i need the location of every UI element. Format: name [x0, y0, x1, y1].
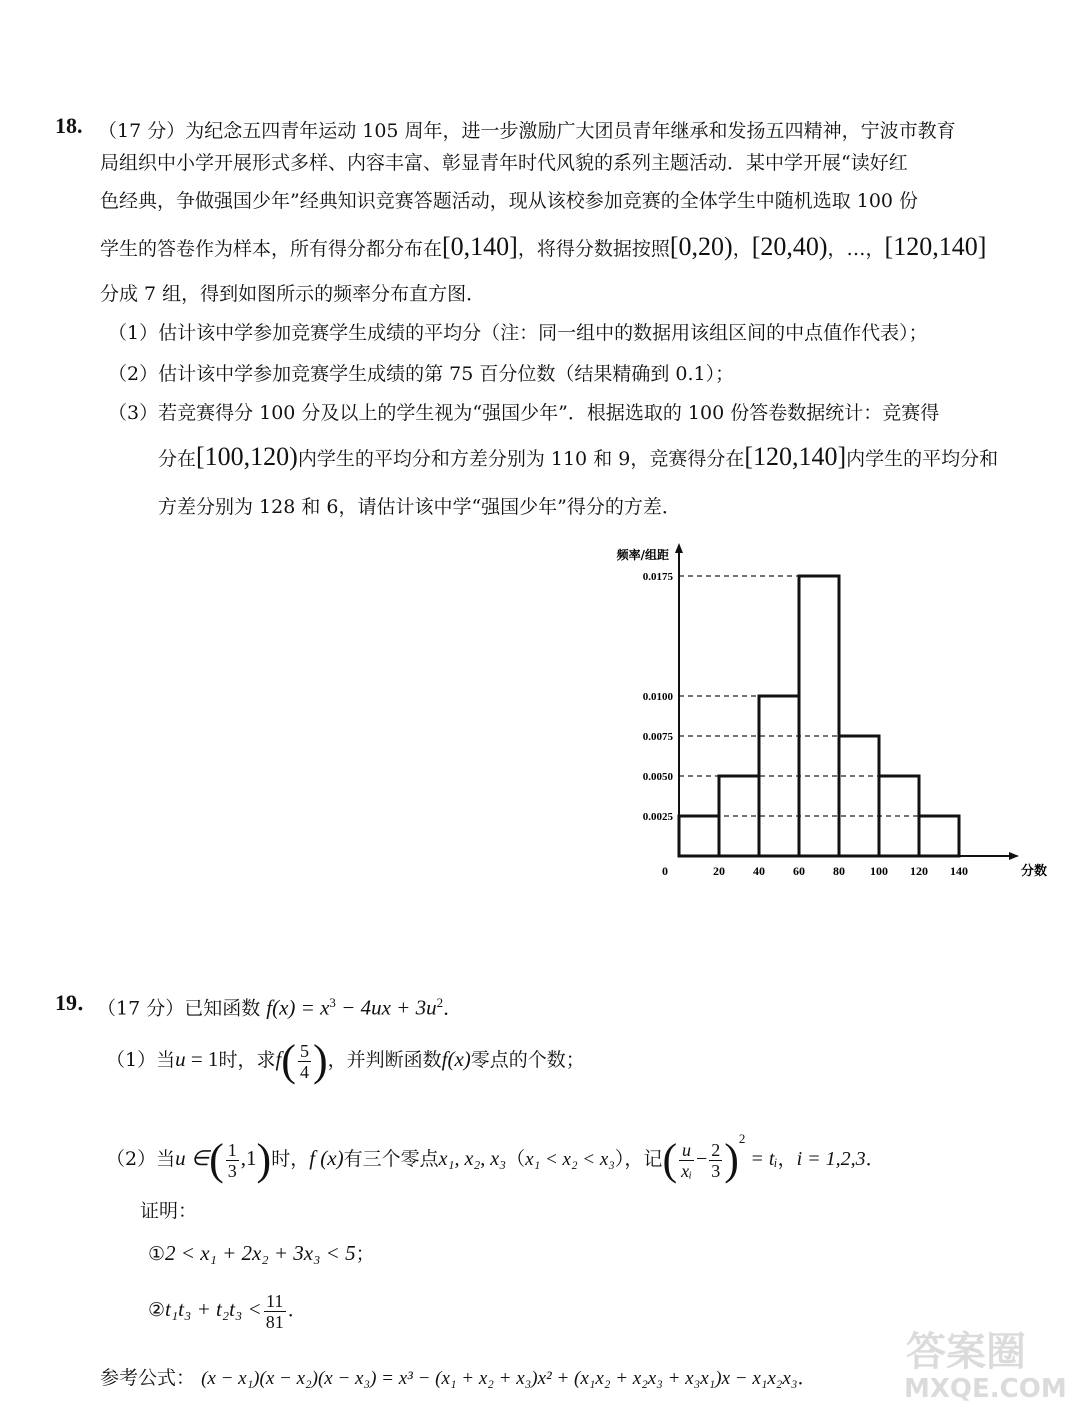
x-axis-arrow: [1009, 852, 1019, 860]
x-tick-label: 20: [713, 864, 725, 878]
histogram-bar: [679, 816, 719, 856]
q19-part-1: （1）当u = 1时，求f( $\frac{5}{4}$ )，并判断函数f(x)零点的个数；: [106, 1036, 585, 1085]
fraction: $\frac{1}{3}$: [227, 1139, 237, 1181]
y-tick-label: 0.0175: [642, 571, 673, 583]
q18-line-1: （17 分）为纪念五四青年运动 105 周年，进一步激励广大团员青年继承和发扬五四精神，宁波市教育: [98, 120, 956, 142]
reference-formula: 参考公式： (x − x₁)(x − x₂)(x − x₃) = x³ − (x₁ + x₂ + x₃)x² + (x₁x₂ + x₂x₃ + x₃x₁)x − x₁x₂x₃．: [100, 1367, 817, 1389]
frequency-histogram: [600, 535, 1060, 895]
x-tick-label: 40: [753, 864, 765, 878]
fraction: $\frac{2}{3}$: [711, 1139, 721, 1181]
interval: [120,140]: [884, 232, 987, 261]
q18-part-3-line-2: 分在[100,120)内学生的平均分和方差分别为 110 和 9，竞赛得分在[120,140]内学生的平均分和: [158, 442, 999, 471]
interval: [100,120): [196, 442, 298, 471]
interval: [0,20): [669, 232, 733, 261]
q18-part-2: （2）估计该中学参加竞赛学生成绩的第 75 百分位数（结果精确到 0.1）；: [108, 363, 735, 385]
interval: [120,140]: [744, 442, 847, 471]
q18-line-5: 分成 7 组，得到如图所示的频率分布直方图．: [100, 283, 486, 305]
q18-part-3-line-3: 方差分别为 128 和 6，请估计该中学“强国少年”得分的方差．: [158, 496, 681, 518]
question-number: 18.: [55, 113, 83, 138]
interval: [20,40): [751, 232, 828, 261]
x-tick-label: 0: [662, 864, 668, 878]
y-axis-label: 频率/组距: [616, 548, 669, 562]
x-tick-label: 60: [793, 864, 805, 878]
y-tick-label: 0.0025: [642, 811, 673, 823]
watermark: [900, 1318, 1070, 1406]
x-tick-label: 100: [870, 864, 888, 878]
interval: [0,140]: [442, 232, 518, 261]
claim-1: ①2 < x₁ + 2x₂ + 3x₃ < 5；: [148, 1241, 375, 1265]
fraction: $\frac{u}{\text{xᵢ}}$: [681, 1139, 692, 1181]
fraction: $\frac{5}{4}$: [299, 1040, 309, 1082]
x-tick-label: 80: [833, 864, 845, 878]
q18-line-3: 色经典，争做强国少年”经典知识竞赛答题活动，现从该校参加竞赛的全体学生中随机选取 100 份: [100, 190, 919, 212]
question-number: 19．: [55, 990, 100, 1015]
q18-line-4: 学生的答卷作为样本，所有得分都分布在[0,140]，将得分数据按照[0,20)，[20,40)，…，[120,140]: [100, 232, 987, 261]
claim-2: ②t₁t₃ + t₂t₃ < $\frac{11}{81}$ ．: [148, 1290, 307, 1332]
q19-part-2: （2）当u ∈( $\frac{1}{3}$ ,1)时，f (x)有三个零点x₁, x₂, x₃（x₁ < x₂ < x₃），记( $\frac{u}{\text{xᵢ}}$ − $\frac{2}{3}$ )$^2$ = tᵢ，i = 1,2,3．: [106, 1131, 885, 1184]
q18-line-2: 局组织中小学开展形式多样、内容丰富、彰显青年时代风貌的系列主题活动．某中学开展“读好红: [100, 152, 908, 174]
histogram-bar: [799, 576, 839, 856]
q19-intro: （17 分）已知函数 $f(x) = x^3 - 4ux + 3u^2$．: [97, 995, 463, 1020]
x-tick-label: 120: [910, 864, 928, 878]
histogram-bar: [839, 736, 879, 856]
watermark-logo-text: 答案圈: [906, 1329, 1026, 1375]
q18-part-3-line-1: （3）若竞赛得分 100 分及以上的学生视为“强国少年”．根据选取的 100 份答卷数据统计：竞赛得: [108, 402, 940, 424]
x-axis-label: 分数: [1021, 864, 1048, 879]
y-tick-label: 0.0075: [642, 731, 673, 743]
histogram-bar: [919, 816, 959, 856]
y-axis-arrow: [675, 543, 683, 553]
y-tick-label: 0.0100: [642, 691, 673, 703]
q18-part-1: （1）估计该中学参加竞赛学生成绩的平均分（注：同一组中的数据用该组区间的中点值作代表）；: [108, 322, 928, 344]
proof-label: 证明：: [140, 1200, 198, 1222]
watermark-url: MXQE.COM: [904, 1374, 1067, 1404]
x-tick-label: 140: [950, 864, 968, 878]
y-tick-label: 0.0050: [642, 771, 673, 783]
fraction: $\frac{11}{81}$: [265, 1290, 284, 1332]
